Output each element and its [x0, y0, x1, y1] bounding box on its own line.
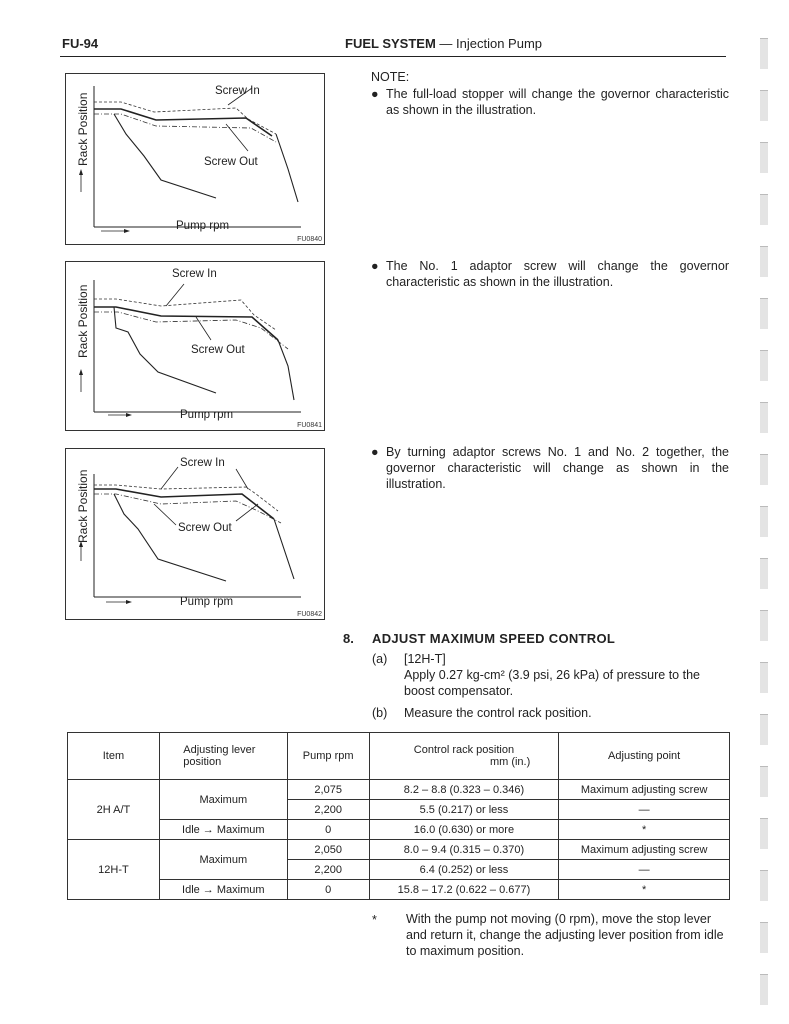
point-cell: Maximum adjusting screw — [559, 780, 730, 800]
rack-cell: 15.8 – 17.2 (0.622 – 0.677) — [369, 880, 559, 900]
x-axis-label: Pump rpm — [180, 596, 234, 608]
edge-mark — [760, 558, 768, 589]
note-bullet-1 — [371, 86, 729, 118]
edge-mark — [760, 194, 768, 225]
page-number: FU-94 — [62, 36, 99, 51]
rpm-cell: 0 — [287, 820, 369, 840]
table-row — [68, 880, 730, 900]
x-axis-label: Pump rpm — [180, 409, 234, 421]
screw-out-label: Screw Out — [191, 344, 245, 356]
point-cell: * — [559, 820, 730, 840]
point-cell: — — [559, 800, 730, 820]
edge-mark — [760, 714, 768, 745]
note-text: The No. 1 adaptor screw will change the governor characteristic as shown in the illustration. — [386, 259, 729, 289]
figure-code: FU0841 — [297, 422, 322, 429]
substep-a-text: Apply 0.27 kg-cm² (3.9 psi, 26 kPa) of pressure to the boost compensator. — [404, 668, 700, 698]
y-axis-label: Rack Position — [76, 469, 90, 543]
figure-2 — [65, 261, 325, 431]
lever-cell: Idle → Maximum — [159, 820, 287, 840]
point-cell: Maximum adjusting screw — [559, 840, 730, 860]
page-header — [60, 36, 726, 57]
section-title — [345, 36, 542, 51]
item-cell: 2H A/T — [68, 780, 160, 840]
subsection-name: — Injection Pump — [439, 36, 543, 51]
figure-code: FU0842 — [297, 611, 322, 618]
step-title: ADJUST MAXIMUM SPEED CONTROL — [372, 631, 616, 646]
header-point: Adjusting point — [559, 733, 730, 780]
rack-cell: 8.2 – 8.8 (0.323 – 0.346) — [369, 780, 559, 800]
bullet-icon: ● — [371, 87, 379, 101]
figure-3-graph — [66, 449, 324, 619]
rpm-cell: 2,200 — [287, 860, 369, 880]
point-cell: * — [559, 880, 730, 900]
edge-mark — [760, 662, 768, 693]
edge-mark — [760, 974, 768, 1005]
edge-mark — [760, 246, 768, 277]
rack-cell: 8.0 – 9.4 (0.315 – 0.370) — [369, 840, 559, 860]
section-name: FUEL SYSTEM — [345, 36, 436, 51]
spec-table — [67, 732, 730, 900]
figure-3 — [65, 448, 325, 620]
rack-cell: 5.5 (0.217) or less — [369, 800, 559, 820]
edge-mark — [760, 454, 768, 485]
footnote-mark: * — [372, 913, 377, 927]
edge-mark — [760, 766, 768, 797]
edge-mark — [760, 922, 768, 953]
step-number: 8. — [343, 631, 354, 646]
edge-mark — [760, 38, 768, 69]
edge-mark — [760, 818, 768, 849]
edge-mark — [760, 90, 768, 121]
edge-mark — [760, 506, 768, 537]
bullet-icon: ● — [371, 259, 379, 273]
header-rpm: Pump rpm — [287, 733, 369, 780]
screw-out-label: Screw Out — [178, 522, 232, 534]
substep-b-text: Measure the control rack position. — [404, 706, 592, 720]
substep-a-model: [12H-T] — [404, 652, 446, 666]
lever-cell: Maximum — [159, 840, 287, 880]
footnote-text: With the pump not moving (0 rpm), move the stop lever and return it, change the adjusting lever position from idle to maximum position. — [406, 912, 724, 958]
rack-cell: 6.4 (0.252) or less — [369, 860, 559, 880]
edge-mark — [760, 298, 768, 329]
item-cell: 12H-T — [68, 840, 160, 900]
header-lever — [159, 733, 287, 780]
edge-mark — [760, 402, 768, 433]
header-lever-text: Adjusting lever position — [183, 744, 256, 768]
screw-in-label: Screw In — [180, 457, 225, 469]
figure-1 — [65, 73, 325, 245]
header-rack-unit: mm (in.) — [489, 756, 531, 768]
screw-in-label: Screw In — [215, 85, 260, 97]
x-axis-label: Pump rpm — [176, 220, 230, 232]
edge-mark — [760, 870, 768, 901]
screw-out-label: Screw Out — [204, 156, 258, 168]
substep-b-label: (b) — [372, 706, 388, 720]
rpm-cell: 0 — [287, 880, 369, 900]
lever-cell: Idle → Maximum — [159, 880, 287, 900]
note-text: By turning adaptor screws No. 1 and No. 2 together, the governor characteristic will change as shown in the illustration. — [386, 445, 729, 491]
edge-mark — [760, 610, 768, 641]
note-text: The full-load stopper will change the governor characteristic as shown in the illustration. — [386, 87, 729, 117]
table-row — [68, 820, 730, 840]
lever-cell: Maximum — [159, 780, 287, 820]
screw-in-label: Screw In — [172, 268, 217, 280]
rpm-cell: 2,050 — [287, 840, 369, 860]
table-row — [68, 840, 730, 860]
table-row — [68, 780, 730, 800]
table-header-row — [68, 733, 730, 780]
bullet-icon: ● — [371, 445, 379, 459]
header-rack-text: Control rack position — [413, 744, 515, 756]
point-cell: — — [559, 860, 730, 880]
note-bullet-2 — [371, 258, 729, 290]
edge-mark — [760, 350, 768, 381]
note-bullet-3 — [371, 444, 729, 492]
y-axis-label: Rack Position — [76, 284, 90, 358]
header-rack — [369, 733, 559, 780]
edge-mark — [760, 142, 768, 173]
note-label: NOTE: — [371, 70, 410, 84]
figure-1-graph — [66, 74, 324, 244]
rpm-cell: 2,075 — [287, 780, 369, 800]
figure-code: FU0840 — [297, 236, 322, 243]
y-axis-label: Rack Position — [76, 92, 90, 166]
rpm-cell: 2,200 — [287, 800, 369, 820]
substep-a-label: (a) — [372, 652, 388, 666]
header-item: Item — [68, 733, 160, 780]
rack-cell: 16.0 (0.630) or more — [369, 820, 559, 840]
